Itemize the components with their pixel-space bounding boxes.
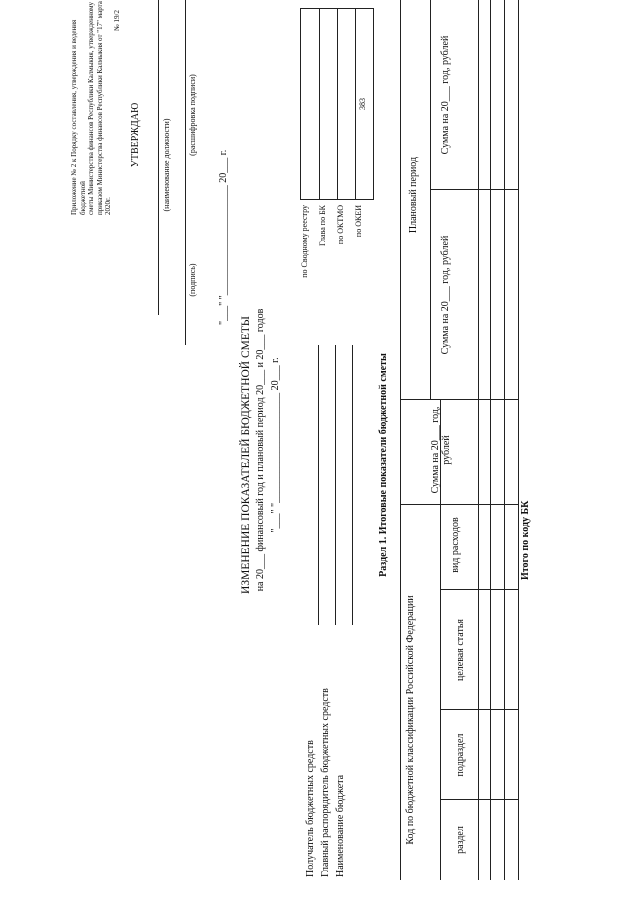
col-target: целевая статья [455, 619, 466, 681]
appendix-line-2: сметы Министерства финансов Республики Калмыкия, утвержденному [87, 2, 95, 215]
col-kind: вид расходов [450, 517, 461, 573]
document-title: ИЗМЕНЕНИЕ ПОКАЗАТЕЛЕЙ БЮДЖЕТНОЙ СМЕТЫ [240, 316, 252, 594]
code-label-registry: по Сводному реестру [300, 205, 309, 278]
total-label: Итого по коду БК [520, 500, 531, 580]
code-labels [296, 205, 368, 335]
appendix-note [70, 0, 121, 215]
field-manager: Главный распорядитель бюджетных средств [320, 688, 331, 877]
appendix-line-3: приказом Министерства финансов Республики Калмыкия от "17" марта 2020г. [95, 1, 112, 215]
col-sum-current: Сумма на 20___ год, рублей [430, 406, 452, 494]
appendix-line-1: Приложение № 2 к Порядку составления, утверждения и ведения бюджетной [70, 19, 87, 215]
header-code: Код по бюджетной классификации Российской Федерации [405, 595, 416, 845]
document-date: "___" "______________________ 20___ г. [270, 357, 281, 533]
signature-caption: (подпись) [188, 263, 197, 297]
approve-date: "___" "______________________ 20___ г. [218, 149, 229, 325]
field-manager-line [335, 345, 336, 625]
appendix-line-4: № 19/2 [112, 10, 121, 31]
field-recipient-line [318, 345, 319, 625]
col-sum-plan-1: Сумма на 20___ год, рублей [440, 235, 451, 355]
header-plan: Плановый период [408, 156, 419, 234]
position-caption: (наименование должности) [162, 118, 171, 212]
codes-box [300, 8, 374, 200]
section1-table [400, 0, 531, 880]
field-budget-line [352, 345, 353, 625]
code-label-okei: по ОКЕИ [354, 205, 363, 238]
col-section: раздел [455, 826, 466, 854]
code-label-chapter: Глава по БК [318, 205, 327, 246]
position-line-2 [185, 0, 186, 345]
col-subsection: подраздел [455, 733, 466, 777]
okei-value: 383 [358, 98, 367, 110]
col-sum-plan-2: Сумма на 20___ год, рублей [440, 35, 451, 155]
position-line [158, 0, 159, 315]
section1-title: Раздел 1. Итоговые показатели бюджетной сметы [378, 353, 389, 577]
field-budget: Наименование бюджета [335, 774, 346, 877]
code-label-oktmo: по ОКТМО [336, 205, 345, 245]
document-period: на 20___ финансовый год и плановый период 20___ и 20___ годов [255, 308, 266, 592]
field-recipient: Получатель бюджетных средств [305, 740, 316, 877]
approve-title: УТВЕРЖДАЮ [130, 102, 141, 168]
decryption-caption: (расшифровка подписи) [188, 74, 197, 156]
